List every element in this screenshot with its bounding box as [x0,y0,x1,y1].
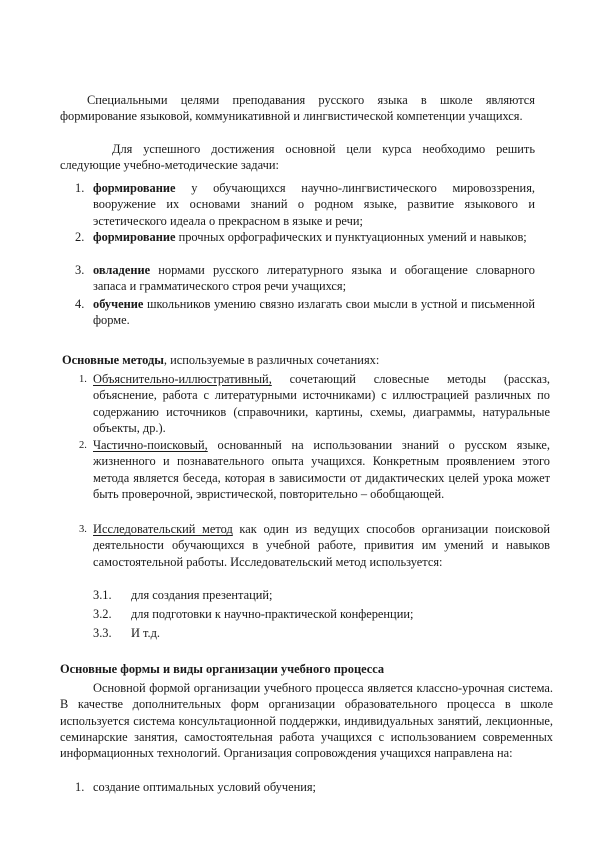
list-item-number: 4. [75,297,85,311]
list-item-text: Объяснительно-иллюстративный, сочетающий словесные методы (рассказ, объяснение, работа с литературными источниками) с иллюстрацией различных по содержанию источников (справочники, картины, схемы, диаграммы, натуральные объекты, др.). [93,372,550,435]
list-item-number: 2. [79,440,87,451]
list-item-text: создание оптимальных условий обучения; [93,780,316,794]
list-item-number: 1. [75,780,85,794]
list-item-number: 3.3. [93,626,112,640]
list-item-number: 3. [79,524,87,535]
list-item-text: И т.д. [131,626,161,640]
list-item-text: овладение нормами русского литературного языка и обогащение словарного запаса и грамматического строя речи учащихся; [93,263,535,294]
list-item-number: 3. [75,263,85,277]
task-keyword: формирование [93,181,176,195]
forms-paragraph: Основной формой организации учебного процесса является классно-урочная система. В качестве дополнительных форм организации образовательного процесса в школе используется система консультационной поддержки, индивидуальных занятий, лекционные, семинарские занятия, самостоятельная работа учащихся с использованием современных информационных технологий. Организация сопровождения учащихся направлена на: [60,681,553,761]
task-keyword: формирование [93,230,176,244]
list-item-text: для создания презентаций; [131,588,273,602]
intro-paragraph: Специальными целями преподавания русского языка в школе являются формирование языковой, коммуникативной и лингвистической компетенции учащихся. [60,93,535,124]
methods-heading: Основные методы, используемые в различных сочетаниях: [62,353,380,367]
list-item-number: 3.1. [93,588,112,602]
method-term: Частично-поисковый, [93,438,208,452]
list-item-text: Исследовательский метод как один из ведущих способов организации поисковой деятельности обучающихся в учебной работе, привития им умений и навыков самостоятельной работы. Исследовательский метод используется: [93,522,550,569]
list-item-number: 2. [75,230,85,244]
list-item-number: 1. [75,181,85,195]
task-keyword: обучение [93,297,144,311]
method-term: Объяснительно-иллюстративный, [93,372,272,386]
list-item-text: Частично-поисковый, основанный на использовании знаний о русском языке, жизненного и познавательного опыта учащихся. Конкретным проявлением этого метода является беседа, которая в зависимости от дидактических целей урока может быть проверочной, эвристической, повторительно – обобщающей. [93,438,550,501]
list-item-text: обучение школьников умению связно излагать свои мысли в устной и письменной форме. [93,297,535,328]
list-item-text: для подготовки к научно-практической конференции; [131,607,414,621]
method-term: Исследовательский метод [93,522,233,536]
list-item-number: 3.2. [93,607,112,621]
list-item-text: формирование у обучающихся научно-лингвистического мировоззрения, вооружение их основами знаний о родном языке, развитие языкового и эстетического идеала о прекрасном в языке и речи; [93,181,535,228]
list-item-number: 1. [79,374,87,385]
forms-heading: Основные формы и виды организации учебного процесса [60,662,385,676]
task-keyword: овладение [93,263,151,277]
tasks-intro-paragraph: Для успешного достижения основной цели курса необходимо решить следующие учебно-методические задачи: [60,142,535,173]
list-item-text: формирование прочных орфографических и пунктуационных умений и навыков; [93,230,527,244]
